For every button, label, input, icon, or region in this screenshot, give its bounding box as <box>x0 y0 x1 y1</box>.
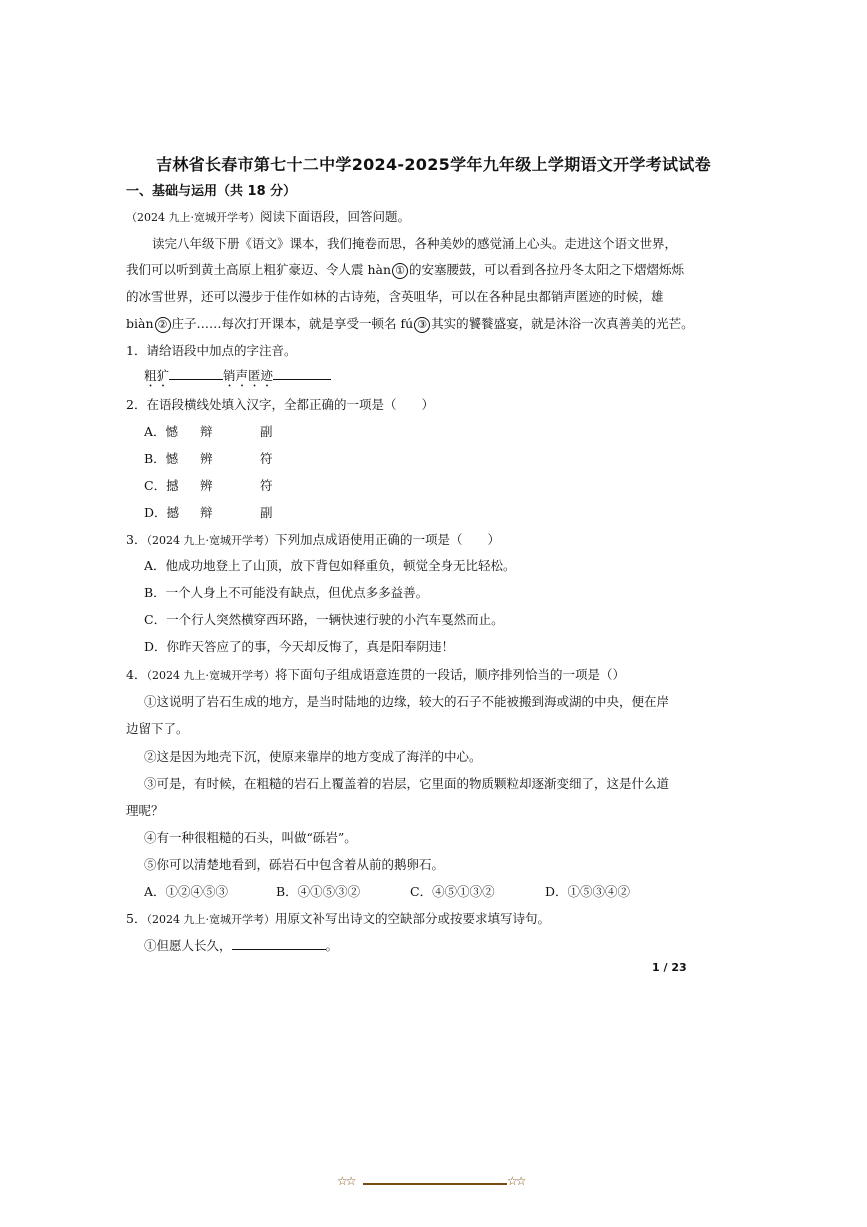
option-char: 副 <box>260 505 273 520</box>
question-5-stem <box>126 909 550 927</box>
option-label: A．憾 <box>144 424 179 439</box>
document-title: 吉林省长春市第七十二中学2024-2025学年九年级上学期语文开学考试试卷 <box>156 155 711 174</box>
option-label: B．憾 <box>144 451 179 466</box>
passage-line-4 <box>126 314 694 333</box>
question-1-stem: 1．请给语段中加点的字注音。 <box>126 343 297 358</box>
star-icon: ☆☆ <box>507 1174 525 1188</box>
question-text: 下列加点成语使用正确的一项是（ ） <box>274 532 500 547</box>
passage-line-1: 读完八年级下册《语文》课本，我们掩卷而思，各种美妙的感觉涌上心头。走进这个语文世界， <box>152 236 678 251</box>
passage-text: 的安塞腰鼓，可以看到各拉丹冬太阳之下熠熠烁烁 <box>409 262 685 277</box>
question-source: （2024 九上·宽城开学考） <box>146 913 275 926</box>
section-heading: 一、基础与运用（共 18 分） <box>126 184 297 199</box>
option-label: C．撼 <box>144 478 179 493</box>
question-number: 4． <box>126 667 147 682</box>
passage-text: 其实的饕餮盛宴，就是沐浴一次真善美的光芒。 <box>431 316 694 331</box>
option-char: 副 <box>260 424 273 439</box>
answer-blank[interactable] <box>273 367 331 380</box>
sentence-1: ①这说明了岩石生成的地方，是当时陆地的边缘，较大的石子不能被搬到海或湖的中央，便在岸 <box>144 694 670 709</box>
sentence-4: ④有一种很粗糙的石头，叫做“砾岩”。 <box>144 830 357 845</box>
passage-line-3: 的冰雪世界，还可以漫步于佳作如林的古诗苑，含英咀华，可以在各种昆虫都销声匿迹的时候，雄 <box>126 289 664 304</box>
question-source: （2024 九上·宽城开学考） <box>126 211 260 224</box>
question-1-answers <box>144 366 331 390</box>
question-text: 用原文补写出诗文的空缺部分或按要求填写诗句。 <box>274 911 550 926</box>
blank-marker-2: ② <box>155 317 171 333</box>
answer-blank[interactable] <box>169 367 223 380</box>
question-2-stem: 2．在语段横线处填入汉字，全都正确的一项是（ ） <box>126 397 434 412</box>
option-char: 辩 <box>200 424 213 439</box>
passage-line-2 <box>126 260 684 279</box>
question-source: （2024 九上·宽城开学考） <box>146 534 275 547</box>
question-4-option-c[interactable]: C．④⑤①③② <box>410 884 495 899</box>
passage-text: 我们可以听到黄土高原上粗犷豪迈、令人震 hàn <box>126 262 392 277</box>
answer-blank[interactable] <box>232 937 326 950</box>
sentence-5: ⑤你可以清楚地看到，砾岩石中包含着从前的鹅卵石。 <box>144 857 445 872</box>
poem-punct: 。 <box>325 938 339 953</box>
question-number: 5． <box>126 911 147 926</box>
question-source: （2024 九上·宽城开学考） <box>146 669 275 682</box>
passage-text: biàn <box>126 316 154 331</box>
page-number: 1 / 23 <box>652 961 687 974</box>
question-3-option-b[interactable]: B．一个人身上不可能没有缺点，但优点多多益善。 <box>144 585 429 600</box>
question-3-option-c[interactable]: C．一个行人突然横穿西环路，一辆快速行驶的小汽车戛然而止。 <box>144 612 504 627</box>
footer-rule <box>363 1183 507 1185</box>
passage-text: 庄子……每次打开课本，就是享受一顿名 fú <box>171 316 414 331</box>
question-4-option-a[interactable]: A．①②④⑤③ <box>144 884 229 899</box>
question-number: 3． <box>126 532 147 547</box>
sentence-3-cont: 理呢？ <box>126 803 164 818</box>
sentence-2: ②这是因为地壳下沉，使原来靠岸的地方变成了海洋的中心。 <box>144 749 482 764</box>
question-2-option-d[interactable] <box>144 503 273 521</box>
question-3-option-d[interactable]: D．你昨天答应了的事，今天却反悔了，真是阳奉阴违！ <box>144 639 455 654</box>
word-a: 粗犷 <box>144 368 170 383</box>
question-3-stem <box>126 530 500 548</box>
option-char: 辨 <box>200 478 213 493</box>
star-icon: ☆☆ <box>337 1174 355 1188</box>
question-4-option-d[interactable]: D．①⑤③④② <box>545 884 631 899</box>
question-3-option-a[interactable]: A．他成功地登上了山顶，放下背包如释重负，顿觉全身无比轻松。 <box>144 558 516 573</box>
question-4-option-b[interactable]: B．④①⑤③② <box>276 884 361 899</box>
question-2-option-c[interactable] <box>144 476 273 494</box>
poem-text: ①但愿人长久， <box>144 938 232 953</box>
blank-marker-1: ① <box>392 263 408 279</box>
question-text: 将下面句子组成语意连贯的一段话，顺序排列恰当的一项是（） <box>274 667 625 682</box>
option-char: 符 <box>260 478 273 493</box>
intro-text: 阅读下面语段，回答问题。 <box>260 209 411 224</box>
intro-line <box>126 207 410 225</box>
option-char: 辨 <box>200 451 213 466</box>
option-char: 符 <box>260 451 273 466</box>
question-2-option-a[interactable] <box>144 422 273 440</box>
option-label: D．撼 <box>144 505 180 520</box>
question-2-option-b[interactable] <box>144 449 273 467</box>
page-footer-ornament <box>337 1176 532 1190</box>
question-4-stem <box>126 665 625 683</box>
word-b: 销声匿迹 <box>223 368 274 383</box>
option-char: 辩 <box>200 505 213 520</box>
sentence-1-cont: 边留下了。 <box>126 721 189 736</box>
blank-marker-3: ③ <box>414 317 430 333</box>
sentence-3: ③可是，有时候，在粗糙的岩石上覆盖着的岩层，它里面的物质颗粒却逐渐变细了，这是什么道 <box>144 776 670 791</box>
question-5-item-1 <box>144 936 338 954</box>
